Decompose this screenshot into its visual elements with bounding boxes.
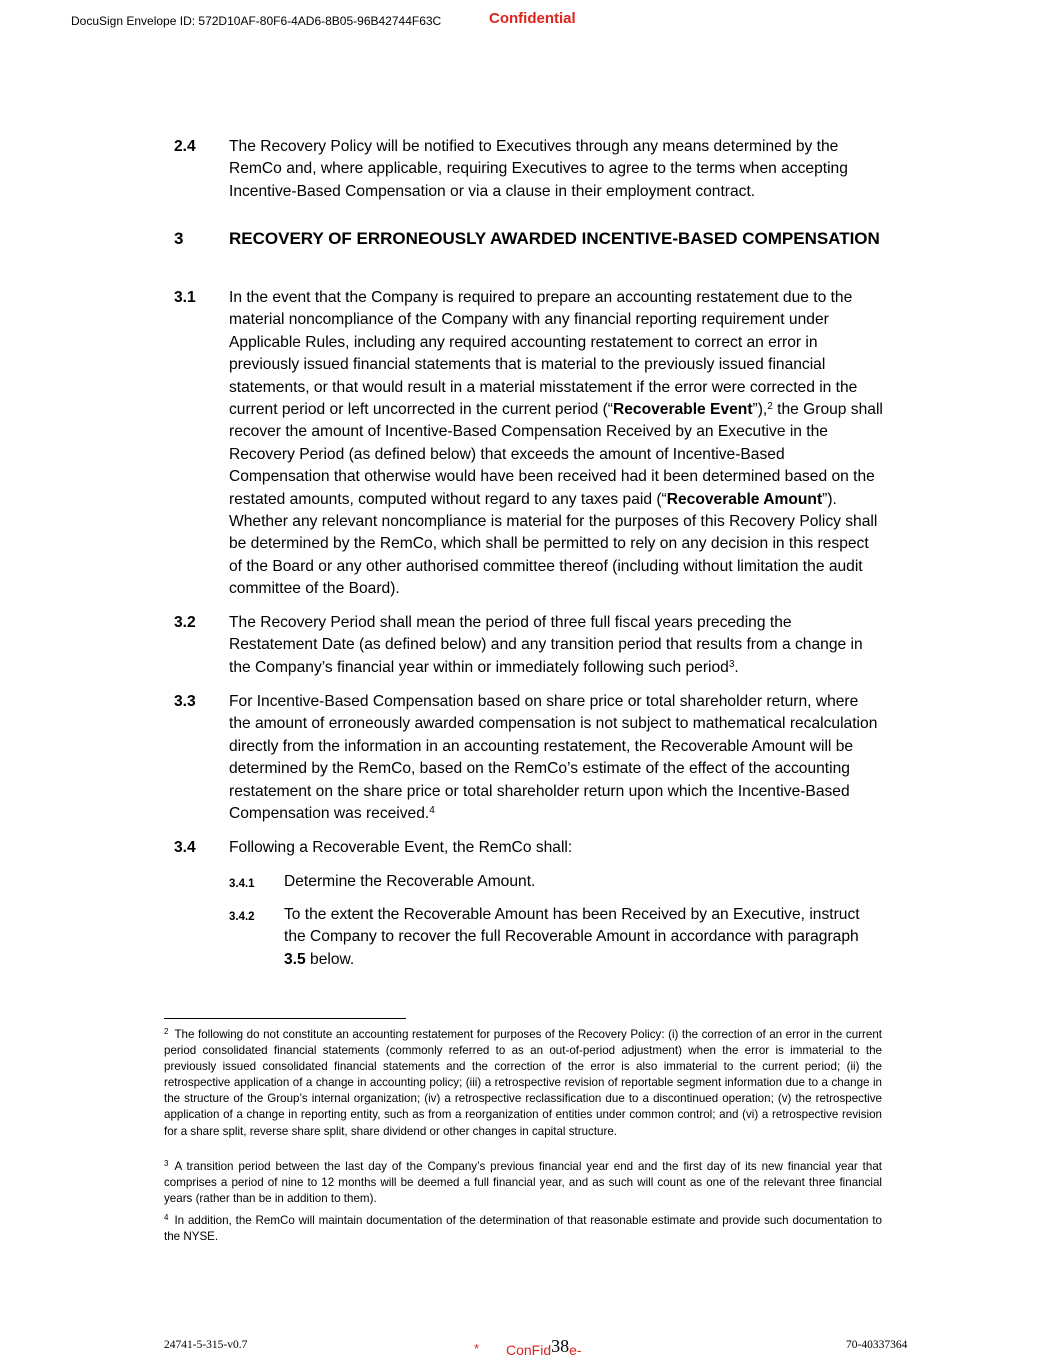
section-3-heading: [174, 227, 884, 251]
confidential-label: Confidential: [489, 10, 576, 27]
subparagraph-number: 3.4.2: [229, 911, 255, 923]
footnote-ref[interactable]: 4: [429, 805, 435, 817]
paragraph-3-3: [174, 691, 884, 825]
paragraph-text: To the extent the Recoverable Amount has been Received by an Executive, instruct the Company to recover the full Recoverable Amount in accordance with paragraph 3.5 below.: [284, 906, 860, 968]
document-reference: 24741-5-315-v0.7: [164, 1339, 248, 1351]
footnote-ref[interactable]: 2: [767, 401, 773, 413]
footnote-mark: 3: [164, 1159, 169, 1168]
footnote-mark: 2: [164, 1027, 169, 1036]
paragraph-2-4: [174, 136, 884, 203]
section-title: RECOVERY OF ERRONEOUSLY AWARDED INCENTIVE-BASED COMPENSATION: [229, 229, 880, 248]
paragraph-number: 3.4: [174, 839, 196, 856]
footer-star: *: [474, 1341, 480, 1356]
paragraph-text: For Incentive-Based Compensation based on share price or total shareholder return, where the amount of erroneously awarded compensation is not subject to mathematical recalculation directly from the information in an accounting restatement, the Recoverable Amount will be determined by the RemCo, based on the RemCo’s estimate of the effect of the accounting restatement on the share price or total shareholder return upon which the Incentive-Based Compensation was received.$^4$: [229, 693, 878, 823]
footnote-2: $^2$ The following do not constitute an accounting restatement for purposes of the Recovery Policy: (i) the correction of an error in the current period consolidated financial statements (commonly referred to as an out-of-period adjustment) when the error is immaterial to the previously issued consolidated financial statements and the correction of the error is also immaterial to the current period; (ii) the retrospective application of a change in accounting policy; (iii) a retrospective revision of reportable segment information due to a change in the structure of the Group’s internal organization; (iv) a retrospective reclassification due to a discontinued operation; (v) the retrospective application of a change in reporting entity, such as from a reorganization of entities under common control; and (vi) a retrospective revision for a share split, reverse share split, share dividend or other changes in capital structure.: [164, 1027, 882, 1138]
paragraph-text: The Recovery Policy will be notified to Executives through any means determined by the RemCo and, where applicable, requiring Executives to agree to the terms when accepting Incentive-Based Compensation or via a clause in their employment contract.: [229, 138, 848, 200]
paragraph-number: 2.4: [174, 138, 196, 155]
docusign-envelope-id: DocuSign Envelope ID: 572D10AF-80F6-4AD6-8B05-96B42744F63C: [71, 14, 442, 28]
paragraph-3-4-1: [229, 871, 884, 893]
paragraph-3-2: [174, 612, 884, 679]
defined-term: Recoverable Amount: [666, 490, 823, 508]
paragraph-text: Following a Recoverable Event, the RemCo shall:: [229, 839, 573, 856]
paragraph-number: 3.1: [174, 289, 196, 306]
defined-term: Recoverable Event: [612, 401, 753, 419]
paragraph-number: 3.2: [174, 614, 196, 631]
footnote-separator: [164, 1018, 406, 1019]
document-number: 70-40337364: [846, 1339, 908, 1351]
footnote-mark: 4: [164, 1213, 169, 1222]
footnote-4: $^4$ In addition, the RemCo will maintain documentation of the determination of that reasonable estimate and provide such documentation to the NYSE.: [164, 1213, 882, 1244]
footnote-ref[interactable]: 3: [728, 658, 735, 670]
paragraph-text: The Recovery Period shall mean the period of three full fiscal years preceding the Restatement Date (as defined below) and any transition period that results from a change in the Company’s financial year within or immediately following such period$^3$.: [229, 614, 863, 676]
page-number: 38: [551, 1336, 570, 1356]
paragraph-reference: 3.5: [284, 950, 306, 968]
footnote-3: $^3$ A transition period between the last day of the Company’s previous financial year end and the first day of its new financial year that comprises a period of nine to 12 months will be deemed a full financial year, and as such will count as one of the relevant three financial years (rather than be in addition to them).: [164, 1159, 882, 1206]
section-number: 3: [174, 229, 184, 248]
paragraph-3-4: [174, 837, 884, 859]
paragraph-text: In the event that the Company is required to prepare an accounting restatement due to the material noncompliance of the Company with any financial reporting requirement under Applicable Rules, including any required accounting restatement to correct an error in previously issued financial statements that is material to the previously issued financial statements, or that would result in a material misstatement if the error were corrected in the current period or left uncorrected in the current period (“Recoverable Event”),$^2$ the Group shall recover the amount of Incentive-Based Compensation Received by an Executive in the Recovery Period (as defined below) that exceeds the amount of Incentive-Based Compensation that otherwise would have been received had it been determined based on the restated amounts, computed without regard to any taxes paid (“Recoverable Amount”). Whether any relevant noncompliance is material for the purposes of this Recovery Policy shall be determined by the RemCo, which shall be permitted to rely on any decision in this respect of the Board or any other authorised committee thereof (including without limitation the audit committee of the Board).: [229, 289, 883, 598]
subparagraph-number: 3.4.1: [229, 878, 255, 890]
paragraph-text: Determine the Recoverable Amount.: [284, 873, 536, 890]
footer-confidential: ConFid38e-: [506, 1336, 582, 1358]
paragraph-3-1: [174, 287, 884, 601]
paragraph-number: 3.3: [174, 693, 196, 710]
paragraph-3-4-2: [229, 904, 884, 971]
